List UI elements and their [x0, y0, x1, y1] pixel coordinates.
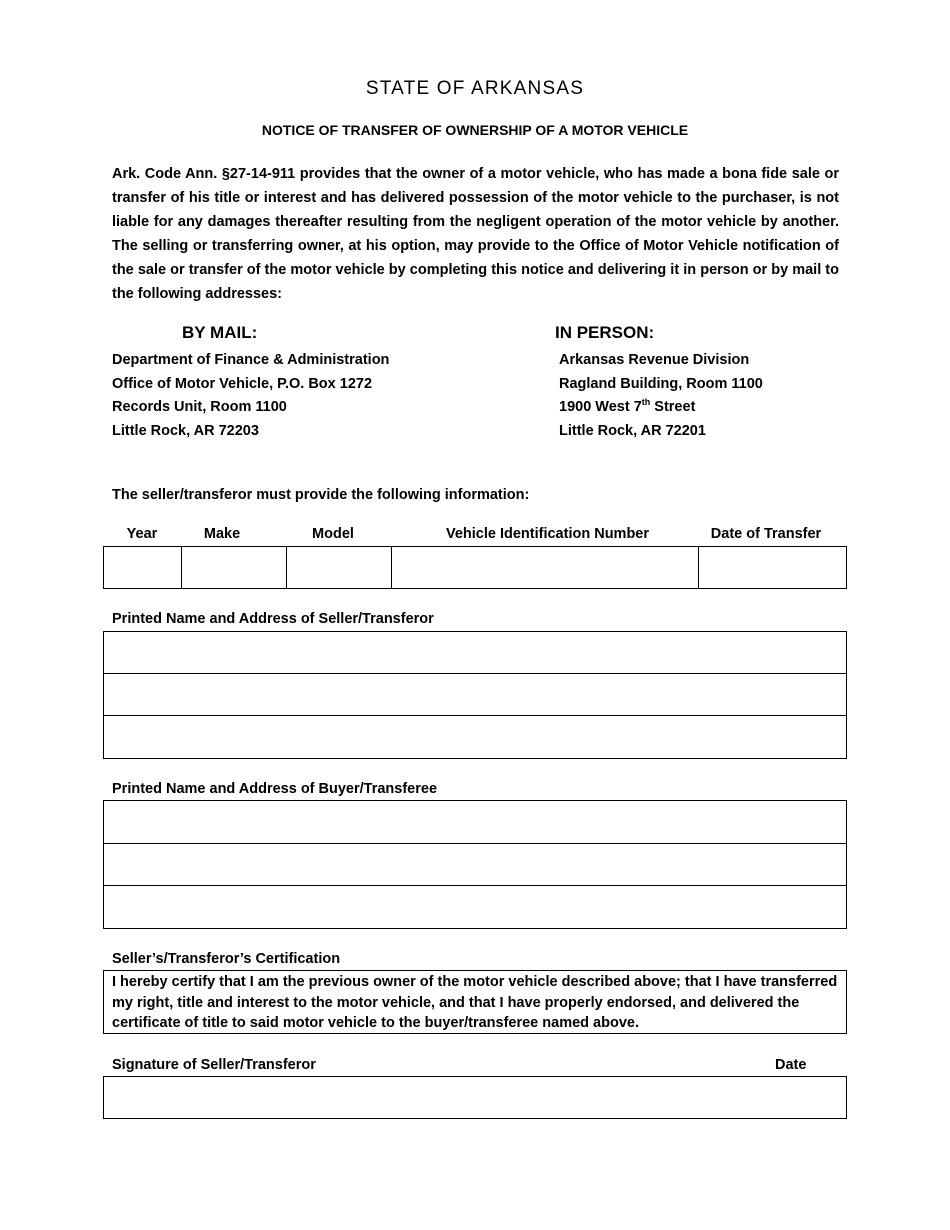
- in-person-line: Ragland Building, Room 1100: [559, 375, 763, 392]
- seller-line-2[interactable]: [104, 674, 846, 715]
- seller-line-1[interactable]: [104, 632, 846, 673]
- certification-text: I hereby certify that I am the previous owner of the motor vehicle described above; that I have transferred my right, title and interest to the motor vehicle, and that I have properly endorsed, and delivered the certificate of title to said motor vehicle to the buyer/transferee named above.: [112, 974, 838, 1031]
- by-mail-line: Office of Motor Vehicle, P.O. Box 1272: [112, 375, 373, 392]
- vin-field[interactable]: [392, 547, 697, 588]
- street-number: 1900 West 7: [559, 399, 642, 416]
- by-mail-address: [112, 349, 389, 444]
- seller-info-label: The seller/transferor must provide the following information:: [112, 487, 530, 503]
- in-person-line: Little Rock, AR 72201: [559, 423, 706, 440]
- col-model: Model: [312, 526, 354, 542]
- col-vin: Vehicle Identification Number: [445, 526, 650, 542]
- buyer-line-2[interactable]: [104, 844, 846, 885]
- seller-line-3[interactable]: [104, 716, 846, 758]
- notice-title: NOTICE OF TRANSFER OF OWNERSHIP OF A MOTOR VEHICLE: [261, 122, 689, 138]
- intro-paragraph: Ark. Code Ann. §27-14-911 provides that the owner of a motor vehicle, who has made a bona fide sale or transfer of his title or interest and has delivered possession of the motor vehicle to the purchaser, is not liable for any damages thereafter resulting from the negligent operation of the motor vehicle by another. The selling or transferring owner, at his option, may provide to the Office of Motor Vehicle notification of the sale or transfer of the motor vehicle by completing this notice and delivering it in person or by mail to the following addresses:: [112, 166, 839, 302]
- ordinal-suffix: th: [641, 397, 651, 408]
- buyer-line-1[interactable]: [104, 801, 846, 843]
- state-title: STATE OF ARKANSAS: [365, 78, 585, 99]
- col-year: Year: [126, 526, 158, 542]
- signature-box[interactable]: [103, 1076, 847, 1119]
- certification-label: Seller’s/Transferor’s Certification: [112, 951, 341, 967]
- by-mail-line: Records Unit, Room 1100: [112, 399, 287, 416]
- col-make: Make: [203, 526, 241, 542]
- year-field[interactable]: [104, 547, 180, 588]
- by-mail-line: Department of Finance & Administration: [112, 352, 390, 368]
- col-date-of-transfer: Date of Transfer: [710, 526, 822, 542]
- signature-date-label: Date: [775, 1057, 807, 1073]
- in-person-heading: IN PERSON:: [555, 323, 655, 342]
- model-field[interactable]: [287, 547, 390, 588]
- by-mail-heading: BY MAIL:: [182, 323, 258, 342]
- by-mail-line: Little Rock, AR 72203: [112, 423, 259, 440]
- date-of-transfer-field[interactable]: [699, 547, 846, 588]
- in-person-address: [559, 349, 763, 444]
- buyer-line-3[interactable]: [104, 886, 846, 928]
- make-field[interactable]: [182, 547, 285, 588]
- signature-label: Signature of Seller/Transferor: [112, 1057, 316, 1073]
- buyer-label: Printed Name and Address of Buyer/Transferee: [112, 781, 438, 797]
- seller-label: Printed Name and Address of Seller/Transferor: [112, 611, 434, 627]
- in-person-line: Arkansas Revenue Division: [559, 352, 750, 368]
- in-person-line-street: [559, 396, 763, 420]
- street-word: Street: [650, 399, 696, 416]
